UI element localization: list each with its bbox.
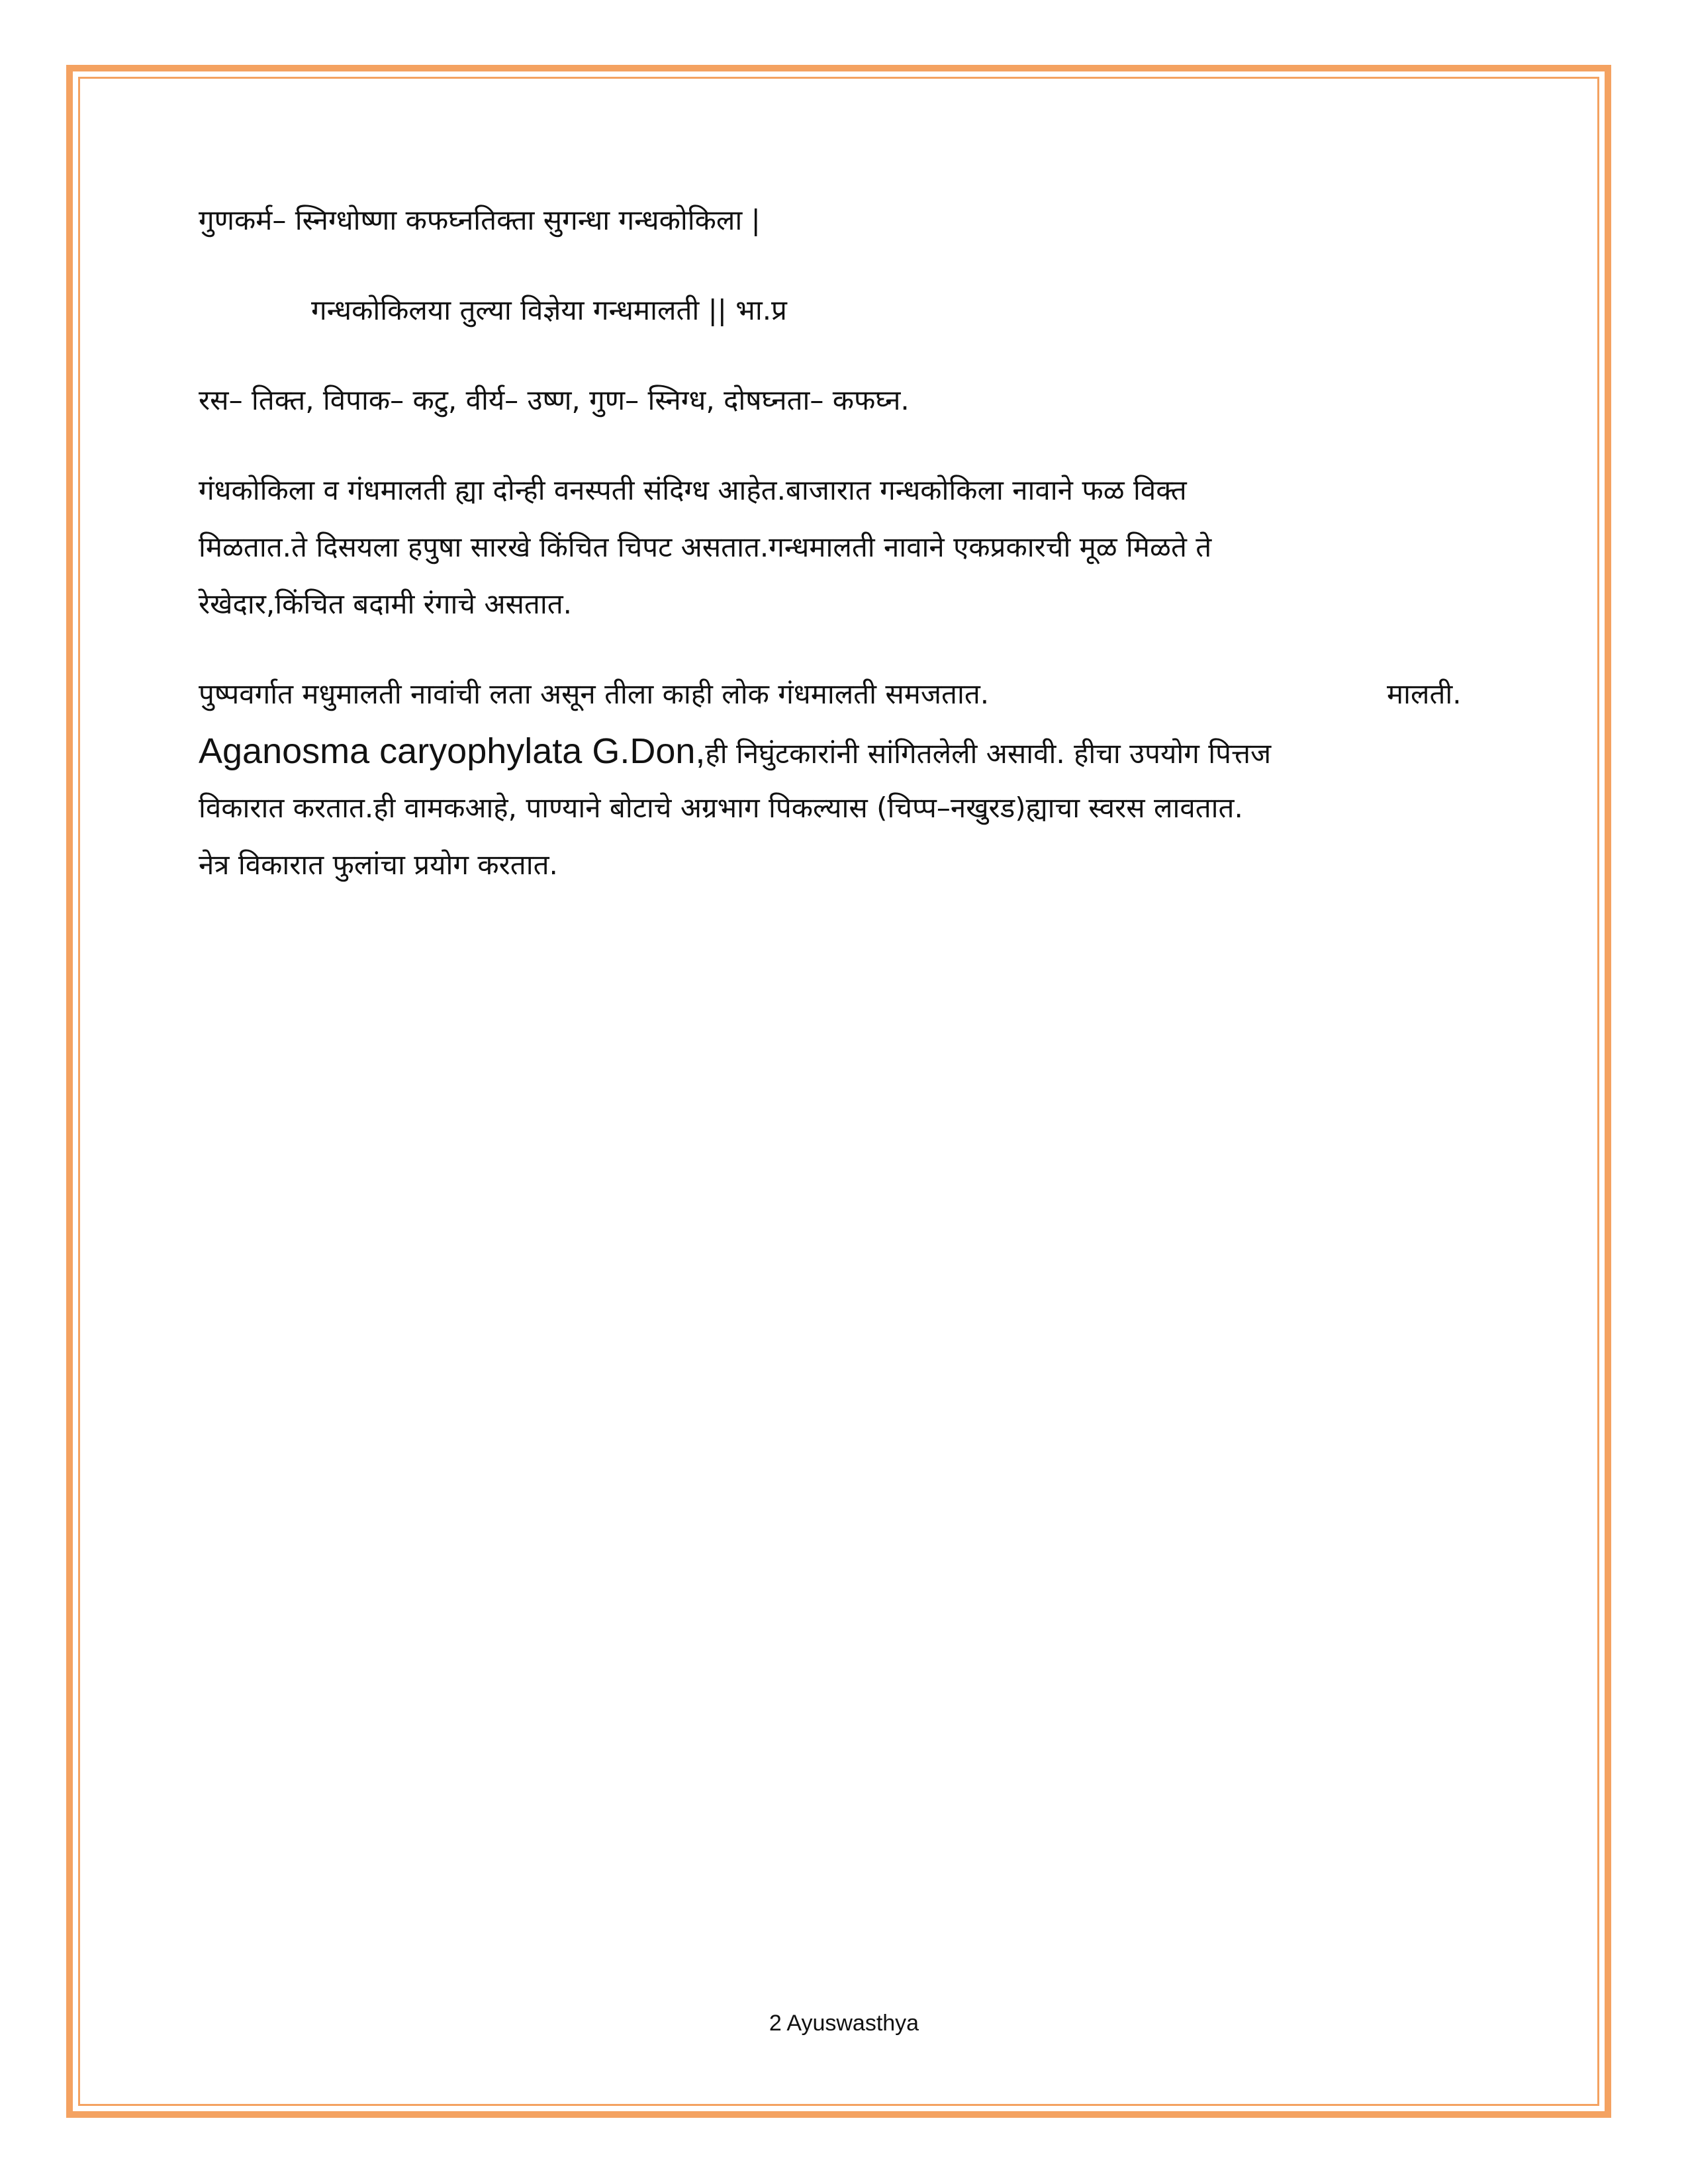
page-footer: 2 Ayuswasthya bbox=[769, 2011, 919, 2036]
spacer bbox=[199, 339, 1503, 372]
rasa-line: रस– तिक्त, विपाक– कटु, वीर्य– उष्ण, गुण– स्निग्ध, दोषघ्नता– कफघ्न. bbox=[199, 384, 910, 416]
paragraph-madhumalati bbox=[199, 666, 1503, 893]
botanical-name: Aganosma caryophylata G.Don, bbox=[199, 731, 706, 771]
page-content bbox=[199, 192, 1503, 893]
paragraph-line: गंधकोकिला व गंधमालती ह्या दोन्ही वनस्पती संदिग्ध आहेत.बाजारात गन्धकोकिला नावाने फळ विक्त bbox=[199, 474, 1187, 506]
spacer bbox=[199, 633, 1503, 666]
paragraph-text: ही निघुंटकारांनी सांगितलेली असावी. हीचा उपयोग पित्तज bbox=[705, 737, 1272, 770]
spacer bbox=[199, 249, 1503, 282]
paragraph-text: पुष्पवर्गात मधुमालती नावांची लता असून तीला काही लोक गंधमालती समजतात. bbox=[199, 678, 990, 710]
malati-word: मालती. bbox=[1387, 678, 1462, 710]
gunakarma-line: गुणकर्म– स्निग्धोष्णा कफघ्नतिक्ता सुगन्धा गन्धकोकिला | bbox=[199, 204, 761, 236]
spacer bbox=[199, 429, 1503, 462]
paragraph-line: विकारात करतात.ही वामकआहे, पाण्याने बोटाचे अग्रभाग पिकल्यास (चिप्प–नखुरड)ह्याचा स्वरस लावतात. bbox=[199, 792, 1243, 824]
paragraph-line: नेत्र विकारात फुलांचा प्रयोग करतात. bbox=[199, 848, 558, 881]
paragraph-line: रेखेदार,किंचित बदामी रंगाचे असतात. bbox=[199, 588, 573, 620]
shloka-line: गन्धकोकिलया तुल्या विज्ञेया गन्धमालती || भा.प्र bbox=[311, 294, 787, 326]
paragraph-line bbox=[199, 723, 1503, 780]
paragraph-line bbox=[199, 666, 1503, 723]
paragraph-gandhakokila bbox=[199, 462, 1503, 633]
paragraph-line: मिळतात.ते दिसयला हपुषा सारखे किंचित चिपट असतात.गन्धमालती नावाने एकप्रकारची मूळ मिळते ते bbox=[199, 531, 1212, 563]
